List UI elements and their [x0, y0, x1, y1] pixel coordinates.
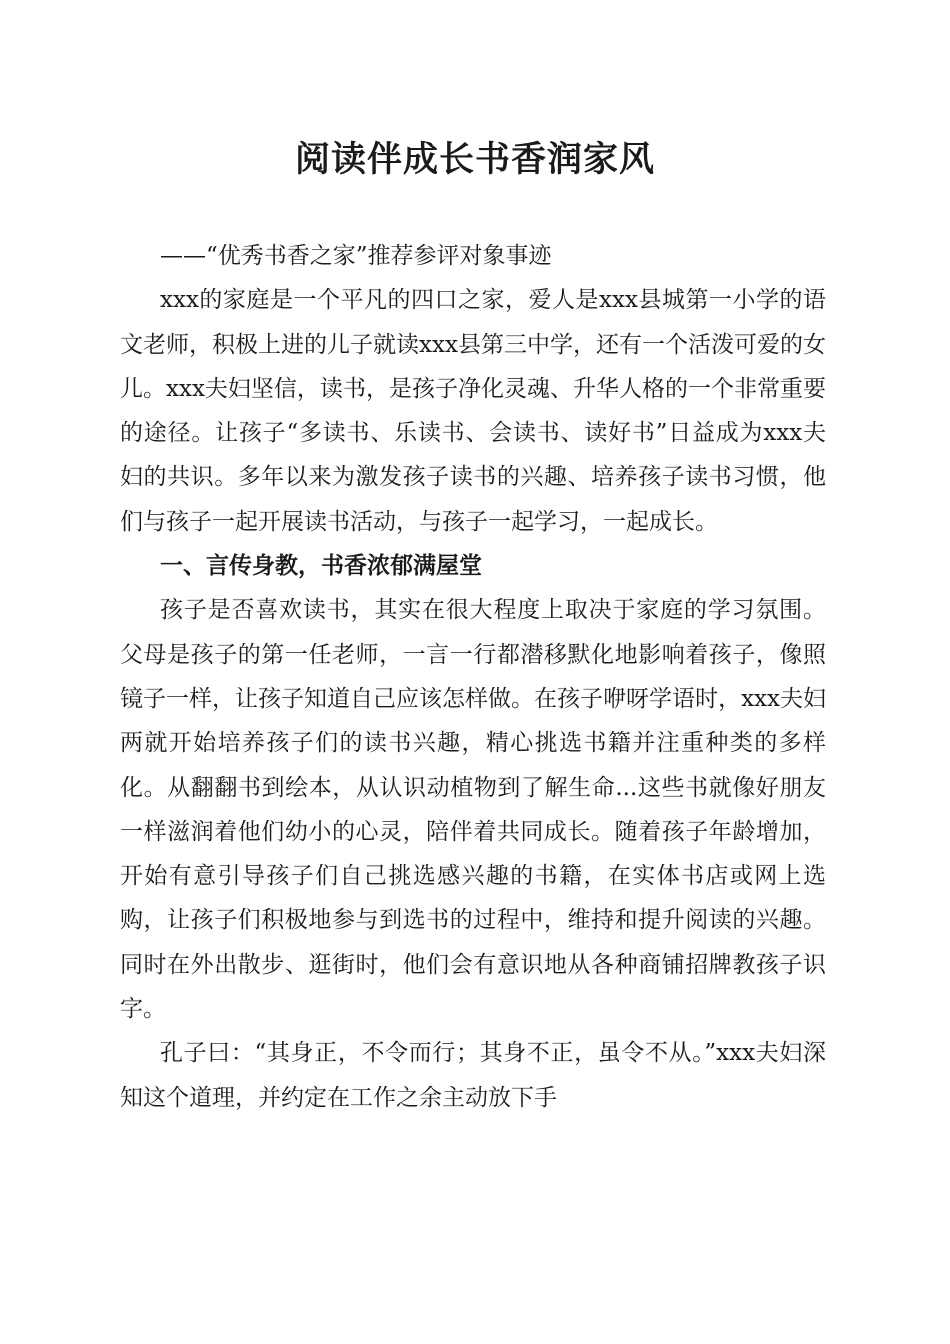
document-body [120, 234, 826, 1120]
document-title: 阅读伴成长书香润家风 [294, 139, 655, 180]
body-paragraph: 孔子曰：“其身正，不令而行；其身不正，虽令不从。”xxx夫妇深知这个道理，并约定在工作之余主动放下手 [120, 1040, 826, 1111]
subtitle: ——“优秀书香之家”推荐参评对象事迹 [160, 243, 552, 269]
section-heading: 一、言传身教，书香浓郁满屋堂 [160, 553, 482, 580]
body-paragraph: 孩子是否喜欢读书，其实在很大程度上取决于家庭的学习氛围。父母是孩子的第一任老师，一言一行都潜移默化地影响着孩子，像照镜子一样，让孩子知道自己应该怎样做。在孩子咿呀学语时，xxx夫妇两就开始培养孩子们的读书兴趣，精心挑选书籍并注重种类的多样化。从翻翻书到绘本，从认识动植物到了解生命...这些书就像好朋友一样滋润着他们幼小的心灵，陪伴着共同成长。随着孩子年龄增加，开始有意引导孩子们自己挑选感兴趣的书籍，在实体书店或网上选购，让孩子们积极地参与到选书的过程中，维持和提升阅读的兴趣。同时在外出散步、逛街时，他们会有意识地从各种商铺招牌教孩子识字。 [120, 597, 826, 1023]
intro-paragraph: xxx的家庭是一个平凡的四口之家，爱人是xxx县城第一小学的语文老师，积极上进的儿子就读xxx县第三中学，还有一个活泼可爱的女儿。xxx夫妇坚信，读书，是孩子净化灵魂、升华人格的一个非常重要的途径。让孩子“多读书、乐读书、会读书、读好书”日益成为xxx夫妇的共识。多年以来为激发孩子读书的兴趣、培养孩子读书习惯，他们与孩子一起开展读书活动，与孩子一起学习，一起成长。 [120, 287, 826, 535]
